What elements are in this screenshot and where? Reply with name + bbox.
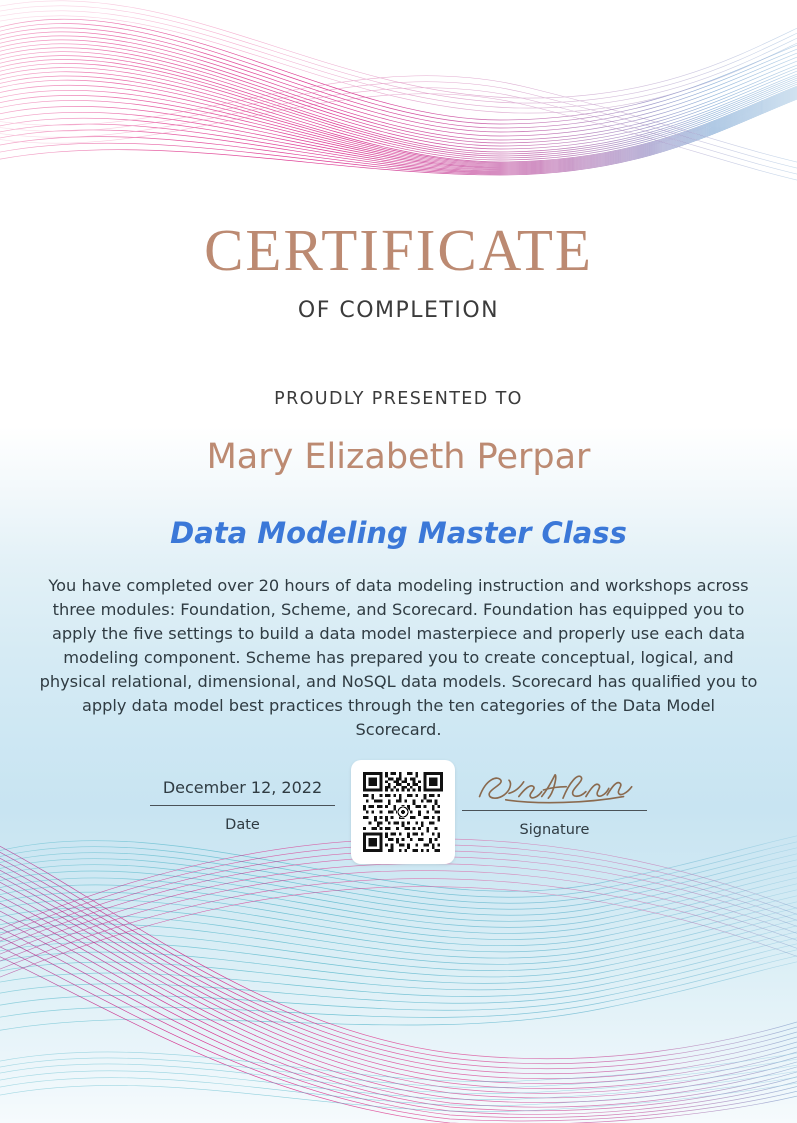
certificate-body-text: You have completed over 20 hours of data modeling instruction and workshops across three modules: Foundation, Scheme, and Scorecard. Foundation has equipped you to apply the five settings to build a data model masterpiece and properly use each data modeling component. Scheme has prepared you to create conceptual, logical, and physical relational, dimensional, and NoSQL data models. Scorecard has qualified you to apply data model best practices through the ten categories of the Data Model Scorecard. bbox=[39, 576, 758, 739]
date-value: December 12, 2022 bbox=[162, 778, 323, 797]
recipient-name: Mary Elizabeth Perpar bbox=[206, 437, 591, 477]
date-rule bbox=[150, 805, 335, 806]
page-title: CERTIFICATE bbox=[204, 217, 593, 283]
date-label: Date bbox=[225, 817, 260, 833]
qr-code-icon bbox=[363, 772, 443, 852]
course-title: Data Modeling Master Class bbox=[170, 516, 627, 550]
signature-icon bbox=[473, 772, 637, 808]
presented-to-label: PROUDLY PRESENTED TO bbox=[274, 389, 523, 409]
qr-code[interactable] bbox=[351, 760, 455, 864]
signature-label: Signature bbox=[519, 822, 590, 838]
certificate-subtitle: OF COMPLETION bbox=[297, 298, 500, 323]
signature-block bbox=[462, 778, 647, 838]
signature-rule bbox=[462, 810, 647, 811]
date-block bbox=[150, 778, 335, 833]
